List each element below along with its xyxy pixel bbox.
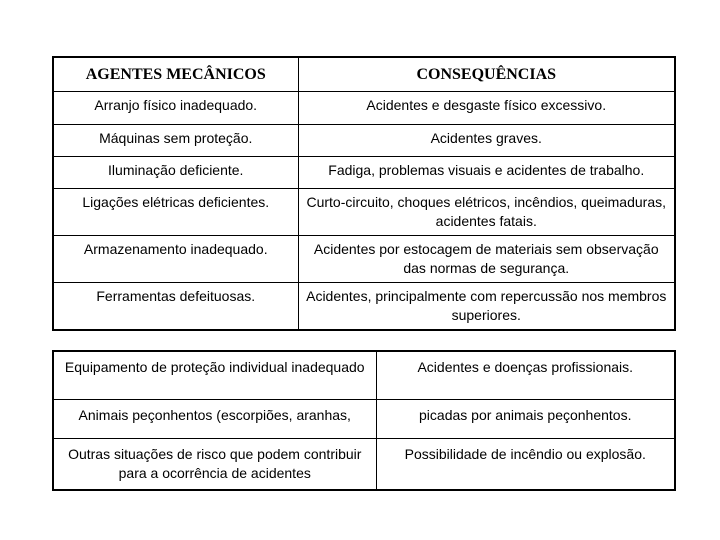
header-agents: AGENTES MECÂNICOS	[53, 57, 298, 92]
agent-cell: Máquinas sem proteção.	[53, 125, 298, 157]
agent-cell: Outras situações de risco que podem contribuir para a ocorrência de acidentes	[53, 439, 376, 491]
agent-cell: Iluminação deficiente.	[53, 157, 298, 189]
consequence-cell: Acidentes, principalmente com repercussão nos membros superiores.	[298, 283, 675, 331]
table-header-row	[53, 57, 675, 92]
table-row	[53, 439, 675, 491]
agent-cell: Ferramentas defeituosas.	[53, 283, 298, 331]
mechanical-agents-table	[52, 56, 676, 331]
consequence-cell: Acidentes e desgaste físico excessivo.	[298, 92, 675, 125]
table-row	[53, 400, 675, 439]
consequence-cell: Curto-circuito, choques elétricos, incêndios, queimaduras, acidentes fatais.	[298, 189, 675, 236]
agent-cell: Equipamento de proteção individual inadequado	[53, 351, 376, 400]
table-row	[53, 236, 675, 283]
consequence-cell: Acidentes e doenças profissionais.	[376, 351, 675, 400]
consequence-cell: Possibilidade de incêndio ou explosão.	[376, 439, 675, 491]
agent-cell: Arranjo físico inadequado.	[53, 92, 298, 125]
other-agents-table	[52, 350, 676, 491]
table-row	[53, 189, 675, 236]
consequence-cell: Acidentes por estocagem de materiais sem observação das normas de segurança.	[298, 236, 675, 283]
table-row	[53, 283, 675, 331]
consequence-cell: Acidentes graves.	[298, 125, 675, 157]
consequence-cell: picadas por animais peçonhentos.	[376, 400, 675, 439]
table-row	[53, 125, 675, 157]
header-consequences: CONSEQUÊNCIAS	[298, 57, 675, 92]
table-row	[53, 157, 675, 189]
table-row	[53, 351, 675, 400]
agent-cell: Armazenamento inadequado.	[53, 236, 298, 283]
table-row	[53, 92, 675, 125]
agent-cell: Animais peçonhentos (escorpiões, aranhas,	[53, 400, 376, 439]
consequence-cell: Fadiga, problemas visuais e acidentes de trabalho.	[298, 157, 675, 189]
agent-cell: Ligações elétricas deficientes.	[53, 189, 298, 236]
